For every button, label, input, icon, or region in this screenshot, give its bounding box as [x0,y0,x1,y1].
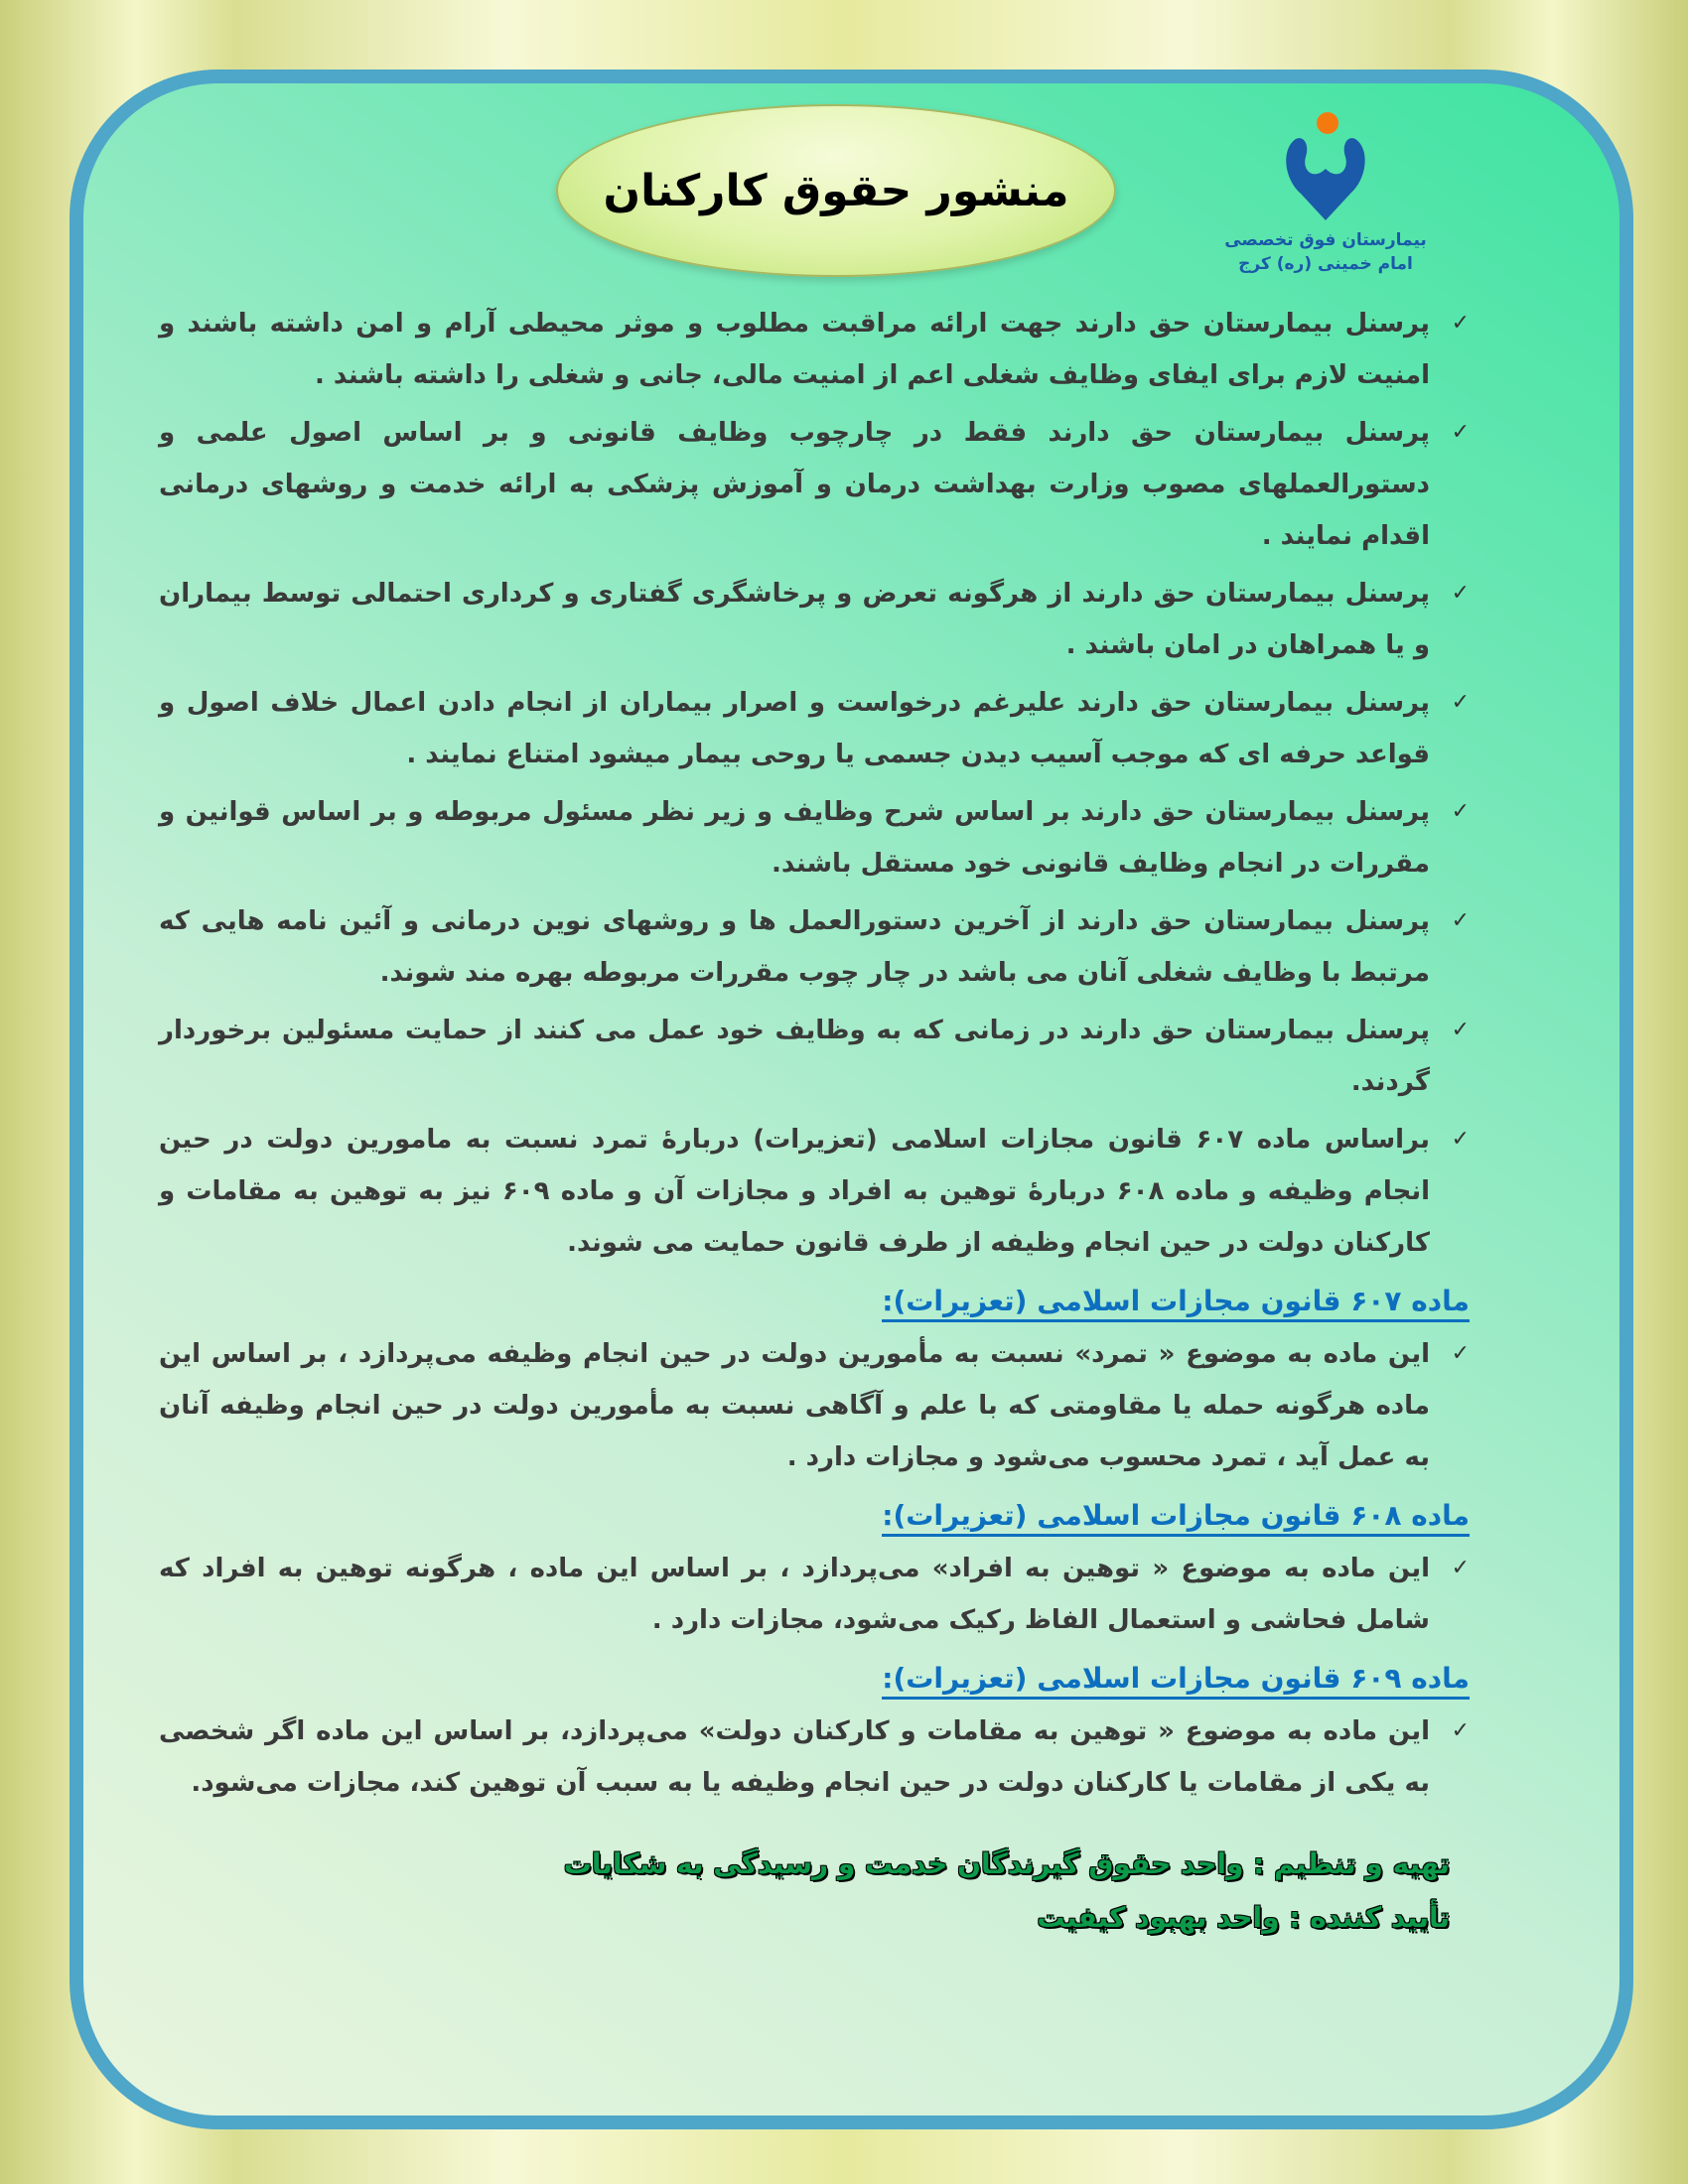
hospital-logo [1221,109,1430,276]
prepared-by: تهیه و تنظیم : واحد حقوق گیرندگان خدمت و رسیدگی به شکایات [563,1847,1450,1880]
heading-text: ماده ۶۰۷ قانون مجازات اسلامی (تعزیرات): [882,1285,1470,1322]
item-text: این ماده به موضوع « توهین به افراد» می‌پردازد ، بر اساس این ماده ، هرگونه توهین به افراد که شامل فحاشی و استعمال الفاظ رکیک می‌شود، مجازات دارد . [159,1554,1430,1635]
item-text: پرسنل بیمارستان حق دارند علیرغم درخواست و اصرار بیماران از انجام دادن اعمال خلاف اصول و قواعد حرفه ای که موجب آسیب دیدن جسمی یا روحی بیمار میشود امتناع نمایند . [159,688,1430,769]
heading-text: ماده ۶۰۸ قانون مجازات اسلامی (تعزیرات): [882,1499,1470,1537]
item-text: این ماده به موضوع « تمرد» نسبت به مأمورین دولت در حین انجام وظیفه می‌پردازد ، بر اساس این ماده هرگونه حمله یا مقاومتی که با علم و آگاهی نسبت به مأمورین دولت در حین انجام وظیفه آنان به عمل آید ، تمرد محسوب می‌شود و مجازات دارد . [159,1339,1430,1472]
list-item [159,298,1470,401]
charter-content [159,298,1470,1940]
item-text: پرسنل بیمارستان حق دارند در زمانی که به وظایف خود عمل می کنند از حمایت مسئولین برخوردار گردند. [159,1016,1430,1097]
heading-text: ماده ۶۰۹ قانون مجازات اسلامی (تعزیرات): [882,1662,1470,1700]
page-title: منشور حقوق کارکنان [603,165,1069,216]
footer [159,1843,1470,1940]
check-icon: ✓ [1451,311,1470,336]
list-item [159,1114,1470,1269]
list-item [159,786,1470,889]
title-banner [556,104,1116,277]
logo-line-2: امام خمینی (ره) کرج [1238,254,1413,274]
list-item [159,1543,1470,1646]
check-icon: ✓ [1451,799,1470,824]
section-heading-607 [159,1275,1470,1328]
list-item [159,407,1470,562]
section-heading-608 [159,1489,1470,1543]
check-icon: ✓ [1451,1127,1470,1152]
item-text: پرسنل بیمارستان حق دارند فقط در چارچوب وظایف قانونی و بر اساس اصول علمی و دستورالعملهای مصوب وزارت بهداشت درمان و آموزش پزشکی به ارائه خدمت و روشهای درمانی اقدام نمایند . [159,418,1430,551]
check-icon: ✓ [1451,690,1470,715]
check-icon: ✓ [1451,420,1470,445]
item-text: این ماده به موضوع « توهین به مقامات و کارکنان دولت» می‌پردازد، بر اساس این ماده اگر شخصی به یکی از مقامات یا کارکنان دولت در حین انجام وظیفه یا به سبب آن توهین کند، مجازات می‌شود. [159,1716,1430,1798]
check-icon: ✓ [1451,581,1470,606]
item-text: پرسنل بیمارستان حق دارند از هرگونه تعرض و پرخاشگری گفتاری و کرداری احتمالی توسط بیماران و یا همراهان در امان باشند . [159,579,1430,660]
heart-person-icon [1276,109,1375,228]
approved-by: تأیید کننده : واحد بهبود کیفیت [1037,1901,1450,1934]
section-heading-609 [159,1652,1470,1706]
list-item [159,1706,1470,1809]
check-icon: ✓ [1451,1018,1470,1042]
item-text: پرسنل بیمارستان حق دارند جهت ارائه مراقبت مطلوب و موثر محیطی آرام و امن داشته باشند و امنیت لازم برای ایفای وظایف شغلی اعم از امنیت مالی، جانی و شغلی را داشته باشند . [159,309,1430,390]
item-text: پرسنل بیمارستان حق دارند از آخرین دستورالعمل ها و روشهای نوین درمانی و آئین نامه هایی که مرتبط با وظایف شغلی آنان می باشد در چار چوب مقررات مربوطه بهره مند شوند. [159,906,1430,988]
check-icon: ✓ [1451,1718,1470,1743]
check-icon: ✓ [1451,1556,1470,1580]
list-item [159,895,1470,999]
list-item [159,1005,1470,1108]
item-text: براساس ماده ۶۰۷ قانون مجازات اسلامی (تعزیرات) دربارهٔ تمرد نسبت به مامورین دولت در حین انجام وظیفه و ماده ۶۰۸ دربارهٔ توهین به افراد و مجازات آن و ماده ۶۰۹ نیز به توهین به مقامات و کارکنان دولت در حین انجام وظیفه از طرف قانون حمایت می شوند. [159,1125,1430,1258]
logo-line-1: بیمارستان فوق تخصصی [1224,230,1427,250]
list-item [159,1328,1470,1483]
list-item [159,677,1470,780]
check-icon: ✓ [1451,1341,1470,1366]
list-item [159,568,1470,671]
item-text: پرسنل بیمارستان حق دارند بر اساس شرح وظایف و زیر نظر مسئول مربوطه و بر اساس قوانین و مقررات در انجام وظایف قانونی خود مستقل باشند. [159,797,1430,879]
check-icon: ✓ [1451,908,1470,933]
